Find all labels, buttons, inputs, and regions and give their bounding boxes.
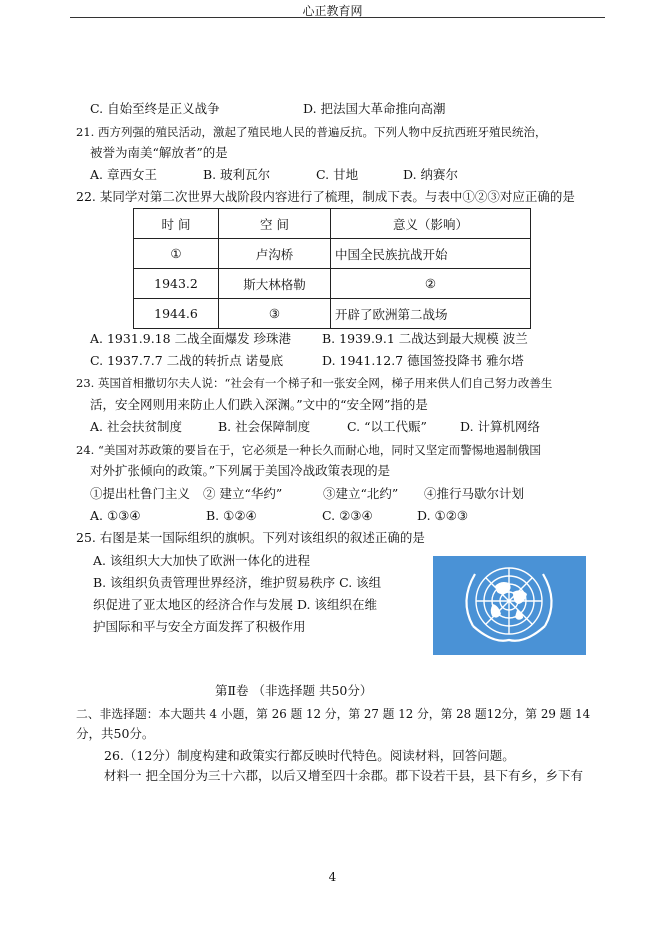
q23-option-c: C. “以工代赈” xyxy=(347,419,427,434)
page-header: 心正教育网 xyxy=(302,4,363,18)
q24-stem-2: 对外扩张倾向的政策。”下列属于美国冷战政策表现的是 xyxy=(90,463,391,478)
q22-option-a: A. 1931.9.18 二战全面爆发 珍珠港 xyxy=(90,331,292,346)
q22-option-b: B. 1939.9.1 二战达到最大规模 波兰 xyxy=(322,331,528,346)
q24-choice-1: ①提出杜鲁门主义 xyxy=(90,486,191,501)
table-cell: 1944.6 xyxy=(134,299,219,329)
q22-option-d: D. 1941.12.7 德国签投降书 雅尔塔 xyxy=(322,353,524,368)
q23-option-a: A. 社会扶贫制度 xyxy=(90,419,182,434)
ww2-table xyxy=(133,208,531,329)
q24-option-a: A. ①③④ xyxy=(90,508,141,523)
table-header-place: 空 间 xyxy=(219,209,331,239)
part2-intro-2: 分，共50分。 xyxy=(76,726,155,741)
q24-option-b: B. ①②④ xyxy=(206,508,257,523)
q25-option-c: 织促进了亚太地区的经济合作与发展 D. 该组织在维 xyxy=(93,597,377,612)
q24-stem-1: 24. “美国对苏政策的要旨在于，它必须是一种长久而耐心地，同时又坚定而警惕地遏制俄国 xyxy=(76,443,541,457)
q22-stem: 22. 某同学对第二次世界大战阶段内容进行了梳理，制成下表。与表中①②③对应正确的是 xyxy=(76,189,575,204)
q23-option-d: D. 计算机网络 xyxy=(460,419,541,434)
q20-option-d: D. 把法国大革命推向高潮 xyxy=(303,101,446,116)
table-cell: ② xyxy=(331,269,531,299)
q25-stem: 25. 右图是某一国际组织的旗帜。下列对该组织的叙述正确的是 xyxy=(76,530,425,545)
q21-stem-1: 21. 西方列强的殖民活动，激起了殖民地人民的普遍反抗。下列人物中反抗西班牙殖民统治， xyxy=(76,125,547,139)
q21-option-c: C. 甘地 xyxy=(316,167,359,182)
q24-choice-4: ④推行马歇尔计划 xyxy=(424,486,525,501)
header-rule xyxy=(70,17,605,18)
table-cell: 开辟了欧洲第二战场 xyxy=(331,299,531,329)
table-cell: 1943.2 xyxy=(134,269,219,299)
table-cell: 斯大林格勒 xyxy=(219,269,331,299)
q24-choice-3: ③建立“北约” xyxy=(323,486,399,501)
q25-option-b: B. 该组织负责管理世界经济，维护贸易秩序 C. 该组 xyxy=(93,575,382,590)
q26-stem: 26.（12分）制度构建和政策实行都反映时代特色。阅读材料，回答问题。 xyxy=(104,748,515,763)
q21-stem-2: 被誉为南美“解放者”的是 xyxy=(90,145,228,160)
table-cell: ① xyxy=(134,239,219,269)
q20-option-c: C. 自始至终是正义战争 xyxy=(90,101,220,116)
q23-option-b: B. 社会保障制度 xyxy=(218,419,311,434)
q26-material-1: 材料一 把全国分为三十六郡，以后又增至四十余郡。郡下设若干县，县下有乡，乡下有 xyxy=(104,768,583,783)
table-row xyxy=(134,299,531,329)
part2-intro-1: 二、非选择题：本大题共 4 小题，第 26 题 12 分，第 27 题 12 分，第 28 题12分，第 29 题 14 xyxy=(76,707,591,721)
q24-option-d: D. ①②③ xyxy=(417,508,469,523)
table-cell: 中国全民族抗战开始 xyxy=(331,239,531,269)
section-title: 第Ⅱ卷 （非选择题 共50分） xyxy=(215,683,373,698)
q25-option-d: 护国际和平与安全方面发挥了积极作用 xyxy=(93,619,306,634)
table-header-row xyxy=(134,209,531,239)
q22-option-c: C. 1937.7.7 二战的转折点 诺曼底 xyxy=(90,353,284,368)
un-emblem-icon xyxy=(433,556,586,655)
table-cell: 卢沟桥 xyxy=(219,239,331,269)
q24-choice-2: ② 建立“华约” xyxy=(203,486,283,501)
page-number: 4 xyxy=(328,870,337,884)
table-header-time: 时 间 xyxy=(134,209,219,239)
united-nations-flag xyxy=(433,556,586,655)
q23-stem-2: 活，安全网则用来防止人们跌入深渊。”文中的“安全网”指的是 xyxy=(90,397,428,412)
q23-stem-1: 23. 英国首相撒切尔夫人说：“社会有一个梯子和一张安全网，梯子用来供人们自己努力改善生 xyxy=(76,376,553,390)
q21-option-d: D. 纳赛尔 xyxy=(403,167,459,182)
q21-option-b: B. 玻利瓦尔 xyxy=(203,167,271,182)
table-row xyxy=(134,239,531,269)
table-header-meaning: 意义（影响） xyxy=(331,209,531,239)
q25-option-a: A. 该组织大大加快了欧洲一体化的进程 xyxy=(93,553,310,568)
table-cell: ③ xyxy=(219,299,331,329)
table-row xyxy=(134,269,531,299)
q24-option-c: C. ②③④ xyxy=(322,508,373,523)
q21-option-a: A. 章西女王 xyxy=(90,167,157,182)
